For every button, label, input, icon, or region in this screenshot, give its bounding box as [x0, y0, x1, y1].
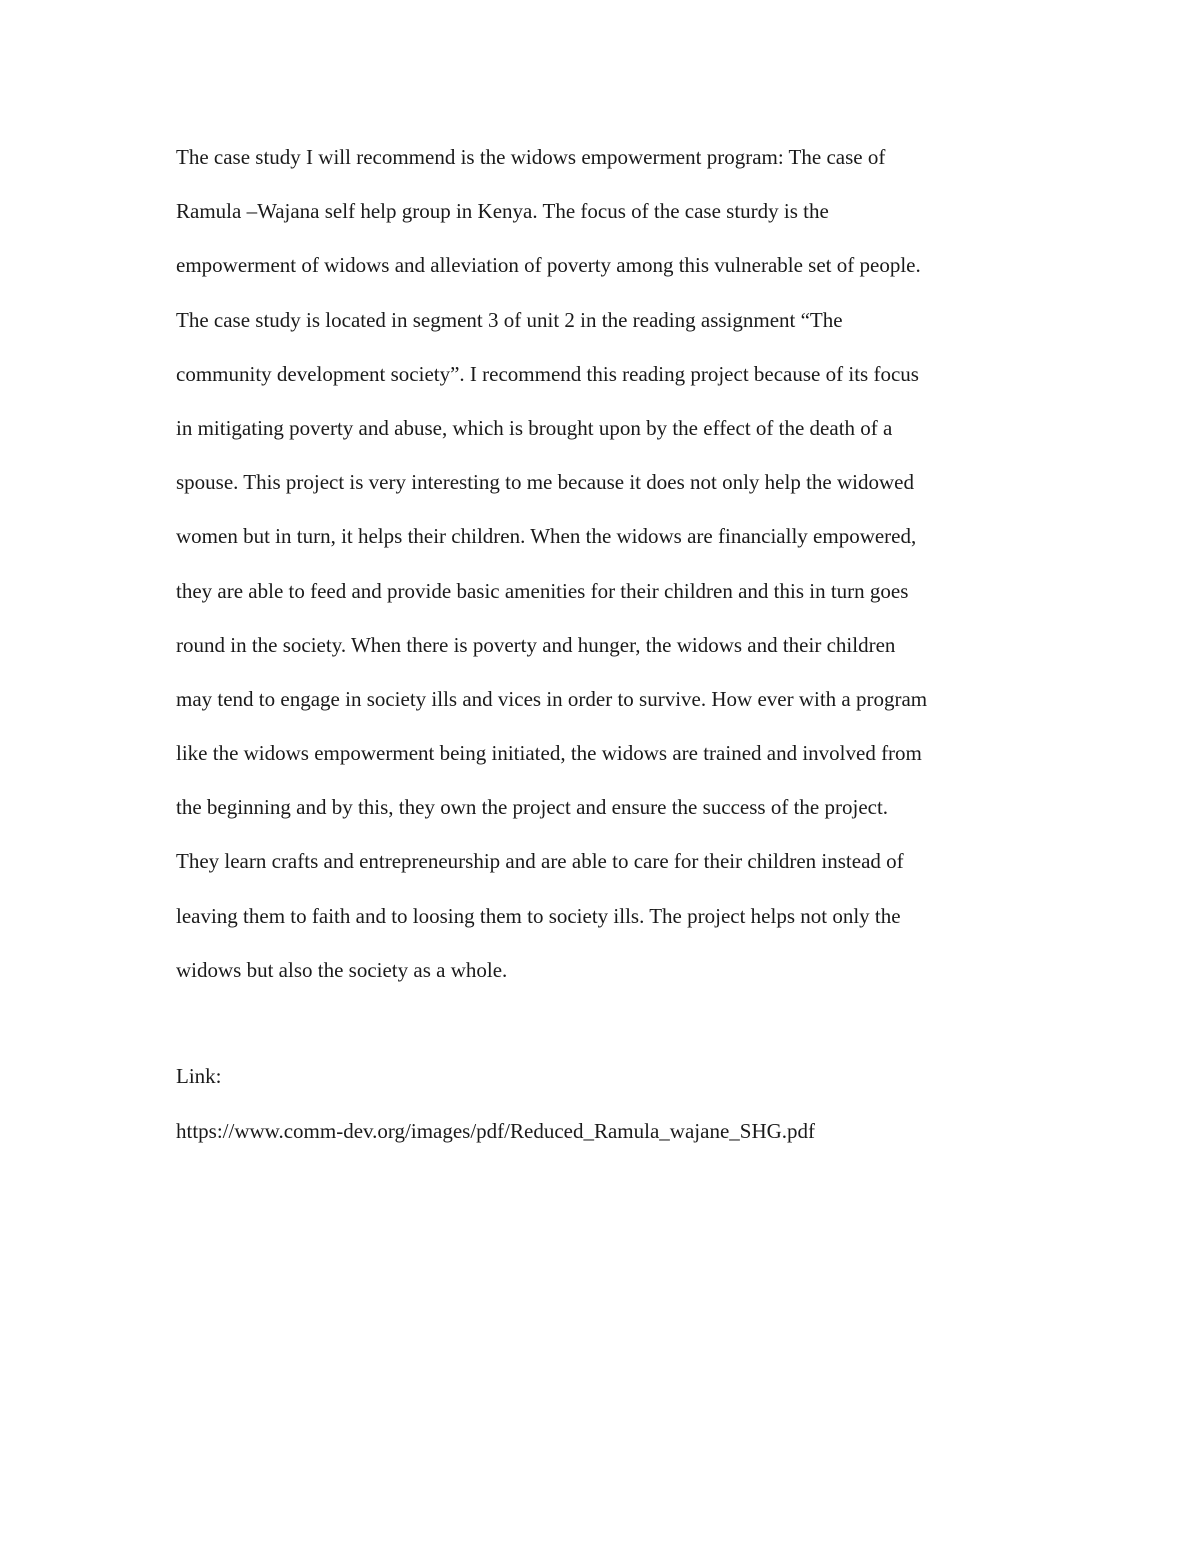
- paragraph-line: the beginning and by this, they own the project and ensure the success of the project.: [176, 795, 889, 820]
- paragraph-line: empowerment of widows and alleviation of poverty among this vulnerable set of people.: [176, 253, 921, 278]
- paragraph-line: women but in turn, it helps their children. When the widows are financially empowered,: [176, 524, 917, 549]
- link-label: Link:: [176, 1064, 222, 1088]
- paragraph-line: widows but also the society as a whole.: [176, 957, 508, 982]
- body-paragraph: [176, 130, 1046, 997]
- paragraph-line: community development society”. I recommend this reading project because of its focus: [176, 361, 919, 386]
- paragraph-line: The case study I will recommend is the widows empowerment program: The case of: [176, 145, 886, 169]
- paragraph-line: round in the society. When there is poverty and hunger, the widows and their children: [176, 632, 896, 657]
- paragraph-line: The case study is located in segment 3 of unit 2 in the reading assignment “The: [176, 307, 843, 332]
- paragraph-line: in mitigating poverty and abuse, which is brought upon by the effect of the death of a: [176, 415, 893, 440]
- paragraph-line: Ramula –Wajana self help group in Kenya. The focus of the case sturdy is the: [176, 199, 829, 224]
- source-link[interactable]: https://www.comm-dev.org/images/pdf/Reduced_Ramula_wajane_SHG.pdf: [176, 1119, 816, 1143]
- paragraph-line: like the widows empowerment being initiated, the widows are trained and involved from: [176, 741, 922, 766]
- paragraph-line: leaving them to faith and to loosing them to society ills. The project helps not only the: [176, 903, 901, 928]
- paragraph-line: They learn crafts and entrepreneurship and are able to care for their children instead of: [176, 849, 904, 874]
- paragraph-line: they are able to feed and provide basic amenities for their children and this in turn goes: [176, 578, 909, 603]
- paragraph-line: spouse. This project is very interesting to me because it does not only help the widowed: [176, 470, 914, 495]
- paragraph-line: may tend to engage in society ills and vices in order to survive. How ever with a program: [176, 686, 928, 711]
